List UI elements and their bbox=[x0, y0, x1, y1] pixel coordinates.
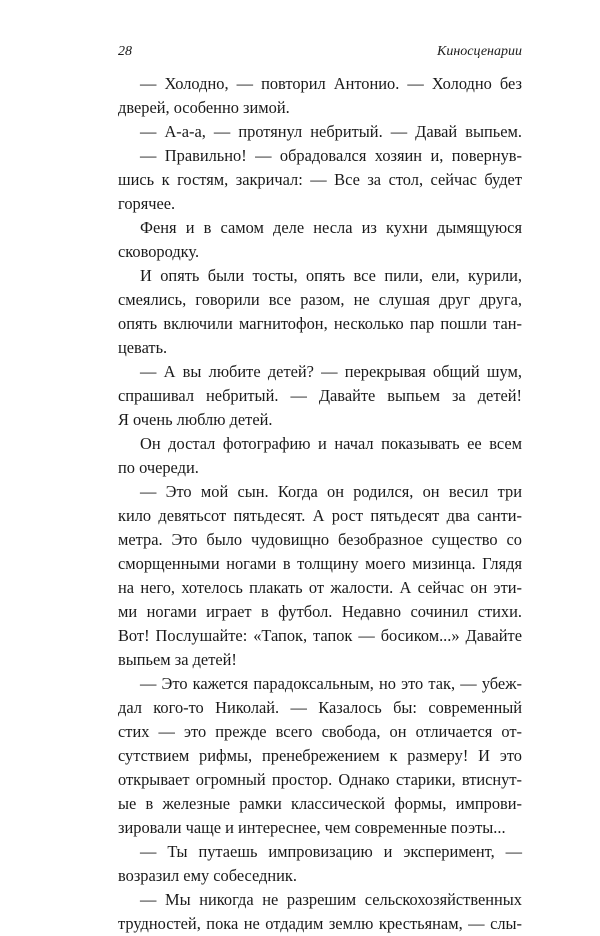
text-line: возразил ему собеседник. bbox=[118, 866, 297, 885]
text-line: — Правильно! — обрадовался хозяин и, повернув- bbox=[140, 146, 522, 165]
text-line: стих — это прежде всего свобода, он отличается от- bbox=[118, 722, 522, 741]
text-line: опять включили магнитофон, несколько пар пошли тан- bbox=[118, 314, 522, 333]
text-line: трудностей, пока не отдадим землю крестьянам, — слы- bbox=[118, 914, 522, 933]
text-line: — Холодно, — повторил Антонио. — Холодно без bbox=[140, 74, 522, 93]
text-line: — А-а-а, — протянул небритый. — Давай выпьем. bbox=[140, 122, 522, 141]
text-line: Феня и в самом деле несла из кухни дымящуюся bbox=[140, 218, 522, 237]
text-line: по очереди. bbox=[118, 458, 199, 477]
text-line: Вот! Послушайте: «Тапок, тапок — босиком...» Давайте bbox=[118, 626, 522, 645]
text-line: выпьем за детей! bbox=[118, 650, 237, 669]
text-line: на него, хотелось плакать от жалости. А сейчас он эти- bbox=[118, 578, 522, 597]
text-line: — Мы никогда не разрешим сельскохозяйственных bbox=[140, 890, 522, 909]
text-line: спрашивал небритый. — Давайте выпьем за детей! bbox=[118, 386, 522, 405]
text-line: ые в железные рамки классической формы, импрови- bbox=[118, 794, 522, 813]
text-line: Он достал фотографию и начал показывать ее всем bbox=[140, 434, 522, 453]
text-line: горячее. bbox=[118, 194, 176, 213]
text-line: цевать. bbox=[118, 338, 168, 357]
page-number: 28 bbox=[118, 44, 132, 59]
text-line: сутствием рифмы, пренебрежением к размеру! И это bbox=[118, 746, 522, 765]
text-line: зировали чаще и интереснее, чем современные поэты... bbox=[118, 818, 506, 837]
running-title: Киносценарии bbox=[437, 44, 522, 59]
text-line: открывает огромный простор. Однако старики, втиснут- bbox=[118, 770, 522, 789]
page-header bbox=[118, 44, 522, 60]
text-line: дверей, особенно зимой. bbox=[118, 98, 290, 117]
text-line: сморщенными ногами в толщину моего мизинца. Глядя bbox=[118, 554, 522, 573]
text-line: И опять были тосты, опять все пили, ели, курили, bbox=[140, 266, 522, 285]
body-text bbox=[118, 72, 522, 936]
text-line: Я очень люблю детей. bbox=[118, 410, 273, 429]
text-line: сковородку. bbox=[118, 242, 200, 261]
text-line: кило девятьсот пятьдесят. А рост пятьдесят два санти- bbox=[118, 506, 522, 525]
text-line: дал кого-то Николай. — Казалось бы: современный bbox=[118, 698, 522, 717]
text-line: метра. Это было чудовищно безобразное существо со bbox=[118, 530, 522, 549]
text-line: ми ногами играет в футбол. Недавно сочинил стихи. bbox=[118, 602, 522, 621]
text-line: — Это кажется парадоксальным, но это так, — убеж- bbox=[140, 674, 522, 693]
text-line: — Ты путаешь импровизацию и эксперимент, — bbox=[140, 842, 522, 861]
text-line: — Это мой сын. Когда он родился, он весил три bbox=[140, 482, 522, 501]
text-line: — А вы любите детей? — перекрывая общий шум, bbox=[140, 362, 522, 381]
text-line: смеялись, говорили все разом, не слушая друг друга, bbox=[118, 290, 522, 309]
text-line: шись к гостям, закричал: — Все за стол, сейчас будет bbox=[118, 170, 522, 189]
